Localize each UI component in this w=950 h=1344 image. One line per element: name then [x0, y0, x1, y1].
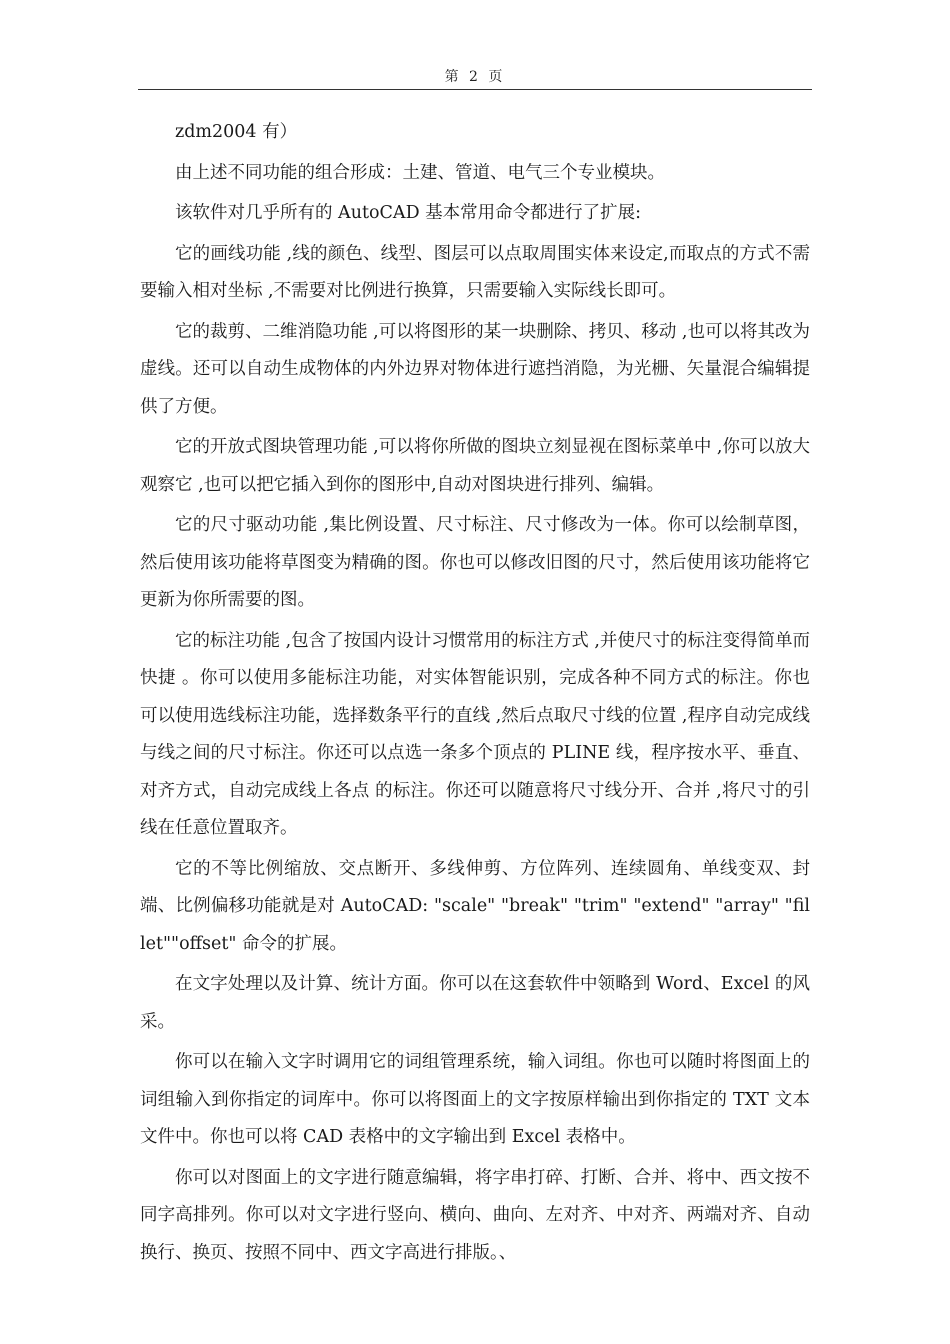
paragraph-block-management: 它的开放式图块管理功能 ,可以将你所做的图块立刻显视在图标菜单中 ,你可以放大观察它 ,也可以把它插入到你的图形中,自动对图块进行排列、编辑。	[140, 437, 810, 495]
document-body	[140, 114, 810, 1275]
page-header: 第 2 页	[444, 69, 506, 85]
paragraph-phrase-management: 你可以在输入文字时调用它的词组管理系统，输入词组。你也可以随时将图面上的词组输入到你指定的词库中。你可以将图面上的文字按原样输出到你指定的 TXT 文本文件中。你也可以将 CAD 表格中的文字输出到 Excel 表格中。	[140, 1052, 810, 1147]
paragraph-continuation: zdm2004 有）	[175, 122, 298, 142]
paragraph-trim-hide: 它的裁剪、二维消隐功能 ,可以将图形的某一块删除、拷贝、移动 ,也可以将其改为虚线。还可以自动生成物体的内外边界对物体进行遮挡消隐，为光栅、矢量混合编辑提供了方便。	[140, 321, 810, 417]
header-divider	[138, 89, 812, 90]
paragraph-extensions: 该软件对几乎所有的 AutoCAD 基本常用命令都进行了扩展:	[175, 203, 642, 223]
paragraph-text-processing: 在文字处理以及计算、统计方面。你可以在这套软件中领略到 Word、Excel 的风采。	[140, 974, 810, 1032]
paragraph-dimension-driven: 它的尺寸驱动功能 ,集比例设置、尺寸标注、尺寸修改为一体。你可以绘制草图，然后使用该功能将草图变为精确的图。你也可以修改旧图的尺寸，然后使用该功能将它更新为你所需要的图。	[140, 515, 810, 610]
paragraph-command-extensions: 它的不等比例缩放、交点断开、多线伸剪、方位阵列、连续圆角、单线变双、封端、比例偏移功能就是对 AutoCAD: "scale" "break" "trim" "extend" "array" "fillet""offset" 命令的扩展。	[140, 858, 810, 954]
paragraph-line-drawing: 它的画线功能 ,线的颜色、线型、图层可以点取周围实体来设定,而取点的方式不需要输入相对坐标 ,不需要对比例进行换算，只需要输入实际线长即可。	[140, 243, 810, 301]
paragraph-modules: 由上述不同功能的组合形成：土建、管道、电气三个专业模块。	[175, 162, 665, 183]
paragraph-annotation: 它的标注功能 ,包含了按国内设计习惯常用的标注方式 ,并使尺寸的标注变得简单而快捷 。你可以使用多能标注功能，对实体智能识别，完成各种不同方式的标注。你也可以使用选线标注功能，选择数条平行的直线 ,然后点取尺寸线的位置 ,程序自动完成线与线之间的尺寸标注。你还可以点选一条多个顶点的 PLINE 线，程序按水平、垂直、对齐方式，自动完成线上各点 的标注。你还可以随意将尺寸线分开、合并 ,将尺寸的引线在任意位置取齐。	[140, 630, 810, 838]
paragraph-text-editing: 你可以对图面上的文字进行随意编辑，将字串打碎、打断、合并、将中、西文按不同字高排列。你可以对文字进行竖向、横向、曲向、左对齐、中对齐、两端对齐、自动换行、换页、按照不同中、西文字高进行排版。、	[140, 1167, 810, 1263]
